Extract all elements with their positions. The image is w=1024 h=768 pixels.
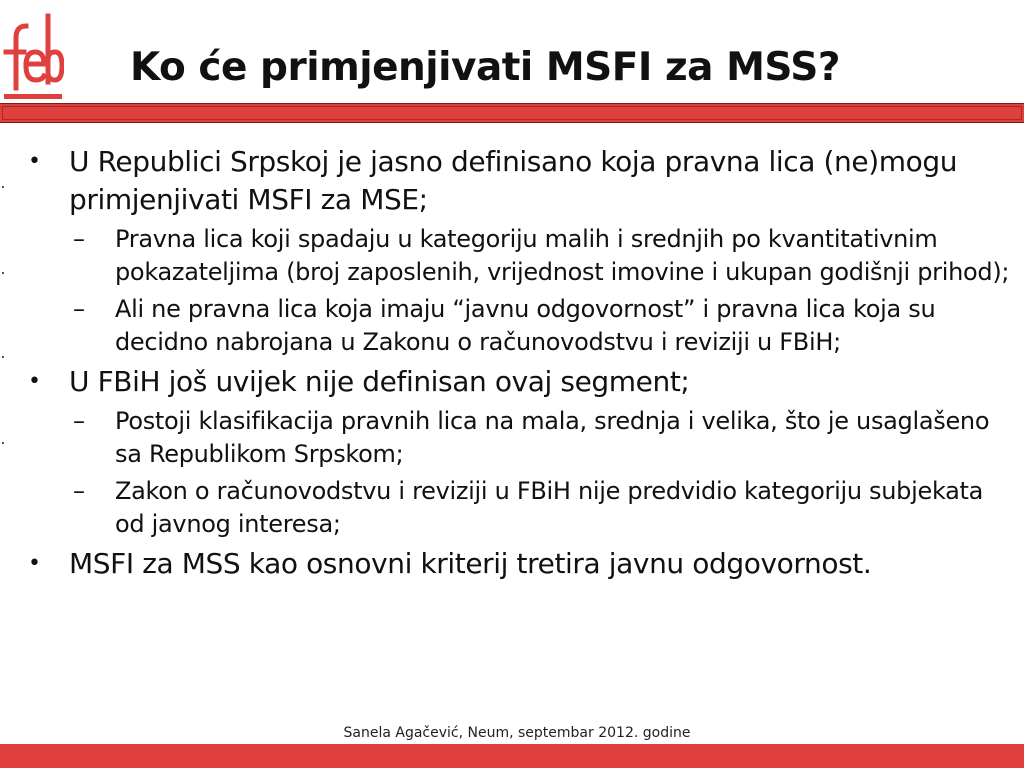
bullet-marker: •	[28, 149, 41, 174]
sub-bullet-item	[73, 223, 1013, 289]
sub-bullet-list	[69, 223, 1013, 359]
bullet-text: U FBiH još uvijek nije definisan ovaj segment;	[69, 365, 690, 398]
bullet-item	[28, 363, 1013, 541]
sub-bullet-item	[73, 293, 1013, 359]
dash-marker: –	[73, 225, 85, 253]
bullet-text: MSFI za MSS kao osnovni kriterij tretira javnu odgovornost.	[69, 547, 872, 580]
sub-bullet-text: Ali ne pravna lica koja imaju “javnu odgovornost” i pravna lica koja su decidno nabrojana u Zakonu o računovodstvu i reviziji u FBiH;	[115, 295, 936, 356]
bullet-marker: •	[28, 551, 41, 576]
footer-bar	[0, 744, 1024, 768]
sub-bullet-text: Pravna lica koji spadaju u kategoriju malih i srednjih po kvantitativnim pokazateljima (broj zaposlenih, vrijednost imovine i ukupan godišnji prihod);	[115, 225, 1010, 286]
feb-logo	[2, 8, 64, 104]
bullet-list	[28, 143, 1013, 583]
bullet-item	[28, 143, 1013, 359]
bullet-text: U Republici Srpskoj je jasno definisano koja pravna lica (ne)mogu primjenjivati MSFI za MSE;	[69, 145, 958, 216]
bullet-marker: •	[28, 369, 41, 394]
sub-bullet-item	[73, 405, 1013, 471]
title-divider-bar	[0, 103, 1024, 123]
sub-bullet-text: Zakon o računovodstvu i reviziji u FBiH nije predvidio kategoriju subjekata od javnog interesa;	[115, 477, 984, 538]
bullet-item	[28, 545, 1013, 583]
dash-marker: –	[73, 295, 85, 323]
slide-title: Ko će primjenjivati MSFI za MSS?	[130, 45, 840, 90]
sub-bullet-item	[73, 475, 1013, 541]
slide-footer: Sanela Agačević, Neum, septembar 2012. godine	[343, 725, 691, 741]
sub-bullet-text: Postoji klasifikacija pravnih lica na mala, srednja i velika, što je usaglašeno sa Republikom Srpskom;	[115, 407, 990, 468]
sub-bullet-list	[69, 405, 1013, 541]
dash-marker: –	[73, 407, 85, 435]
dash-marker: –	[73, 477, 85, 505]
